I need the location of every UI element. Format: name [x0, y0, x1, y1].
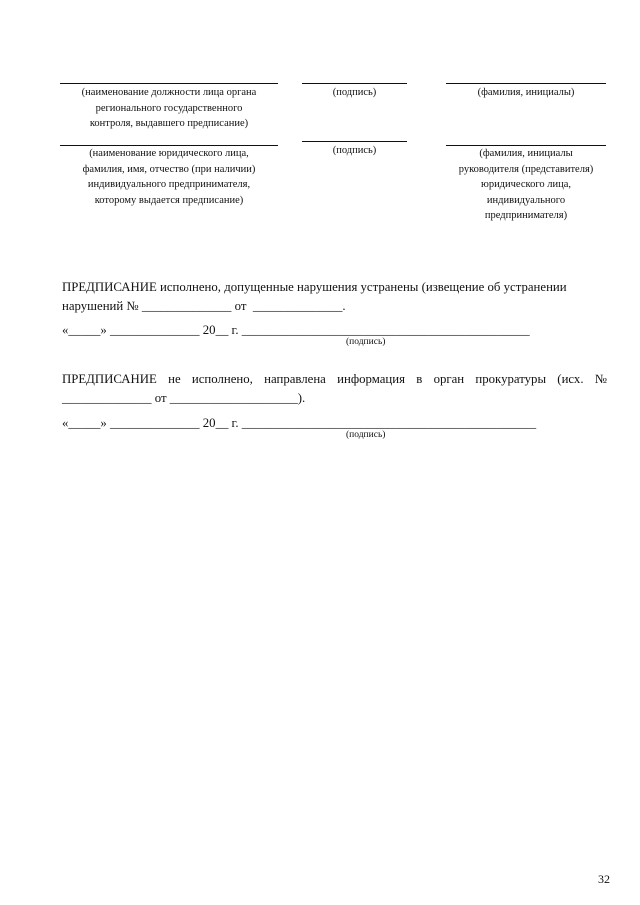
not-executed-signature-caption: (подпись)	[346, 430, 386, 440]
signature-line-2	[302, 141, 407, 142]
name-line	[446, 83, 606, 84]
signature-caption: (подпись)	[332, 87, 377, 98]
signature-line	[302, 83, 407, 84]
representative-name-caption: (фамилия, инициалы руководителя (представителя) юридического лица, индивидуального предпринимателя)	[458, 148, 594, 221]
signature-caption-2: (подпись)	[332, 145, 377, 156]
executed-paragraph	[62, 278, 607, 316]
executed-line-2: нарушений № ______________ от ______________.	[62, 299, 346, 313]
not-executed-date-line: «_____» ______________ 20__ г. ______________________________________________	[62, 416, 537, 430]
executed-date-line: «_____» ______________ 20__ г. _____________________________________________	[62, 323, 530, 337]
not-executed-line-1: ПРЕДПИСАНИЕ не исполнено, направлена информация в орган прокуратуры (исх. №	[62, 372, 607, 386]
executed-signature-caption: (подпись)	[346, 337, 386, 347]
position-caption: (наименование должности лица органа регионального государственного контроля, выдавшего предписание)	[81, 87, 257, 129]
not-executed-paragraph	[62, 370, 607, 408]
page-number: 32	[598, 872, 610, 886]
entity-caption: (наименование юридического лица, фамилия, имя, отчество (при наличии) индивидуального предпринимателя, которому выдается предписание)	[82, 148, 256, 206]
name-caption: (фамилия, инициалы)	[477, 87, 575, 98]
executed-line-1: ПРЕДПИСАНИЕ исполнено, допущенные нарушения устранены (извещение об устранении	[62, 280, 567, 294]
not-executed-line-2: ______________ от ____________________).	[62, 391, 306, 405]
position-line	[60, 83, 278, 84]
